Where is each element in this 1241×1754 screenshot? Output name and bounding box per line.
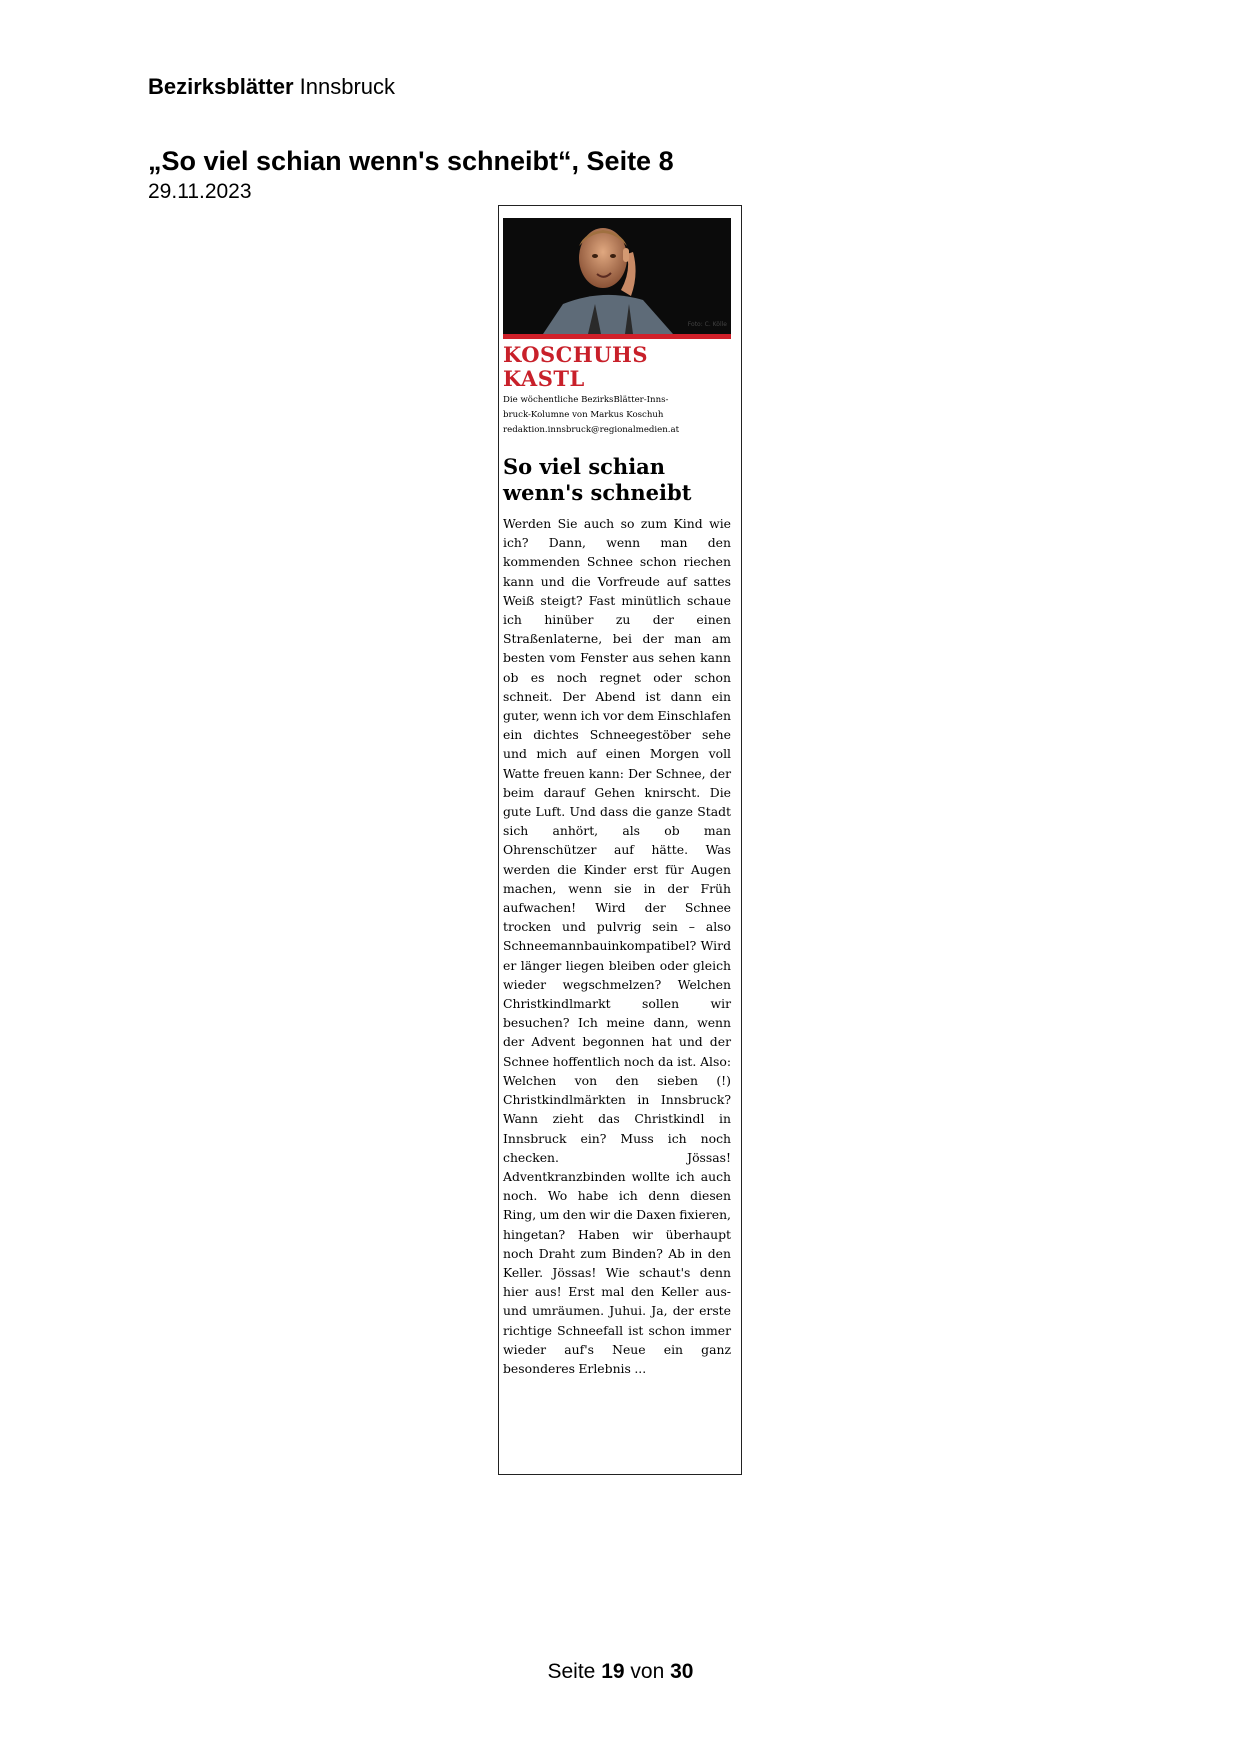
newspaper-clipping — [498, 205, 742, 1475]
page-footer — [0, 1660, 1241, 1684]
author-photo-drawing — [503, 218, 731, 334]
footer-total-pages: 30 — [670, 1660, 694, 1683]
column-desc-line-1: Die wöchentliche BezirksBlätter-Inns- — [503, 395, 669, 405]
footer-middle: von — [630, 1660, 665, 1683]
publication-region: Innsbruck — [299, 74, 396, 99]
footer-page-number: 19 — [601, 1660, 625, 1683]
photo-credit: Foto: C. Kölle — [687, 321, 727, 328]
headline-line-1: So viel schian — [503, 454, 666, 479]
column-email: redaktion.innsbruck@regionalmedien.at — [503, 425, 680, 435]
publication-header — [148, 74, 395, 100]
article-headline — [503, 454, 731, 506]
author-photo — [503, 218, 731, 334]
column-desc-line-2: bruck-Kolumne von Markus Koschuh — [503, 410, 664, 420]
red-divider — [503, 334, 731, 339]
article-body: Werden Sie auch so zum Kind wie ich? Dann, wenn man den kommenden Schnee schon riechen kann und die Vorfreude auf sattes Weiß steigt? Fast minütlich schaue ich hinüber zu der einen Straßenlaterne, bei der man am besten vom Fenster aus sehen kann ob es noch regnet oder schon schneit. Der Abend ist dann ein guter, wenn ich vor dem Einschlafen ein dichtes Schneegestöber sehe und mich auf einen Morgen voll Watte freuen kann: Der Schnee, der beim darauf Gehen knirscht. Die gute Luft. Und dass die ganze Stadt sich anhört, als ob man Ohrenschützer auf hätte. Was werden die Kinder erst für Augen machen, wenn sie in der Früh aufwachen! Wird der Schnee trocken und pulvrig sein – also Schneemannbauinkompatibel? Wird er länger liegen bleiben oder gleich wieder wegschmelzen? Welchen Christkindlmarkt sollen wir besuchen? Ich meine dann, wenn der Advent begonnen hat und der Schnee hoffentlich noch da ist. Also: Welchen von den sieben (!) Christkindlmärkten in Innsbruck? Wann zieht das Christkindl in Innsbruck ein? Muss ich noch checken. Jössas! Adventkranzbinden wollte ich auch noch. Wo habe ich denn diesen Ring, um den wir die Daxen fixieren, hingetan? Haben wir überhaupt noch Draht zum Binden? Ab in den Keller. Jössas! Wie schaut's denn hier aus! Erst mal den Keller aus- und umräumen. Juhui. Ja, der erste richtige Schneefall ist schon immer wieder auf's Neue ein ganz besonderes Erlebnis ... — [503, 516, 731, 1376]
publication-name: Bezirksblätter — [148, 74, 294, 99]
article-ref-title: „So viel schian wenn's schneibt“, Seite 8 — [148, 146, 674, 176]
article-ref-date: 29.11.2023 — [148, 180, 252, 203]
headline-line-2: wenn's schneibt — [503, 480, 692, 505]
column-name: KOSCHUHS KASTL — [503, 342, 649, 391]
column-description — [503, 393, 731, 438]
footer-prefix: Seite — [547, 1660, 596, 1683]
